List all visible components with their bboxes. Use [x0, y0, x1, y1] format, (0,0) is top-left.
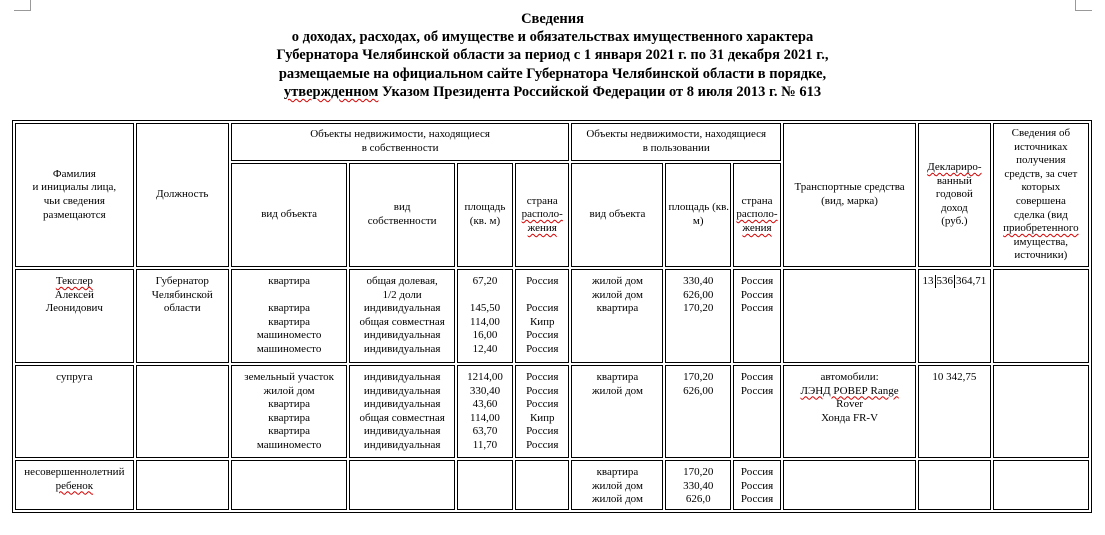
cell-name: супруга: [15, 365, 134, 458]
cell-owned-area: 1214,00 330,40 43,60 114,00 63,70 11,70: [457, 365, 513, 458]
header-owned-area: площадь (кв. м): [457, 163, 513, 267]
cell-owned-country: Россия Россия Россия Кипр Россия Россия: [515, 365, 569, 458]
header-used-country: страна располо- жения: [733, 163, 781, 267]
header-position: Должность: [136, 123, 229, 267]
header-used-type: вид объекта: [571, 163, 663, 267]
cell-owned-country: Россия Россия Кипр Россия Россия: [515, 269, 569, 363]
document-title: [0, 10, 1105, 101]
cell-income: 10 342,75: [918, 365, 991, 458]
cell-vehicles: автомобили: ЛЭНД РОВЕР Range Rover Хонда FR-V: [783, 365, 916, 458]
cell-name: Текслер Алексей Леонидович: [15, 269, 134, 363]
cell-used-area: 330,40 626,00 170,20: [665, 269, 730, 363]
cell-used-type: квартира жилой дом: [571, 365, 663, 458]
cell-owned-country: [515, 460, 569, 510]
cell-ownership-kind: [349, 460, 454, 510]
header-owned-group: Объекты недвижимости, находящиеся в собственности: [231, 123, 570, 161]
cell-position: Губернатор Челябинской области: [136, 269, 229, 363]
cell-owned-area: [457, 460, 513, 510]
title-line-5-rest: Указом Президента Российской Федерации от 8 июля 2013 г. № 613: [378, 83, 822, 100]
cell-income: 13 536 364,71: [918, 269, 991, 363]
cell-used-type: жилой дом жилой дом квартира: [571, 269, 663, 363]
header-owned-country: страна располо- жения: [515, 163, 569, 267]
cell-used-country: Россия Россия: [733, 365, 781, 458]
table-row: [15, 365, 1089, 458]
title-line-2: о доходах, расходах, об имуществе и обязательствах имущественного характера: [291, 29, 814, 46]
header-used-area: площадь (кв. м): [665, 163, 730, 267]
header-name: Фамилия и инициалы лица, чьи сведения размещаются: [15, 123, 134, 267]
header-income: Деклариро- ванный годовой доход (руб.): [918, 123, 991, 267]
header-vehicles: Транспортные средства (вид, марка): [783, 123, 916, 267]
cell-used-area: 170,20 330,40 626,0: [665, 460, 730, 510]
cell-used-type: квартира жилой дом жилой дом: [571, 460, 663, 510]
cell-sources: [993, 460, 1089, 510]
cell-used-country: Россия Россия Россия: [733, 269, 781, 363]
cell-used-area: 170,20 626,00: [665, 365, 730, 458]
cell-name: несовершеннолетний ребенок: [15, 460, 134, 510]
cell-vehicles: [783, 460, 916, 510]
cell-ownership-kind: индивидуальная индивидуальная индивидуальная общая совместная индивидуальная индивидуальная: [349, 365, 454, 458]
title-line-3: Губернатора Челябинской области за период с 1 января 2021 г. по 31 декабря 2021 г.,: [276, 47, 829, 64]
header-row-group: [15, 123, 1089, 161]
table-row: [15, 460, 1089, 510]
cell-owned-type: квартира квартира квартира машиноместо машиноместо: [231, 269, 348, 363]
cell-owned-area: 67,20 145,50 114,00 16,00 12,40: [457, 269, 513, 363]
cell-position: [136, 365, 229, 458]
table-row: [15, 269, 1089, 363]
cell-owned-type: земельный участок жилой дом квартира квартира квартира машиноместо: [231, 365, 348, 458]
header-used-group: Объекты недвижимости, находящиеся в пользовании: [571, 123, 781, 161]
title-word-approved: утвержденном: [283, 83, 379, 100]
title-line-5: [0, 83, 1105, 101]
header-sources: Сведения об источниках получения средств, за счет которых совершена сделка (вид приобретенного имущества, источники): [993, 123, 1089, 267]
header-ownership-kind: вид собственности: [349, 163, 454, 267]
income-declaration-table: [12, 120, 1092, 513]
cell-used-country: Россия Россия Россия: [733, 460, 781, 510]
header-owned-type: вид объекта: [231, 163, 348, 267]
cell-owned-type: [231, 460, 348, 510]
cell-sources: [993, 365, 1089, 458]
cell-position: [136, 460, 229, 510]
title-line-4: размещаемые на официальном сайте Губернатора Челябинской области в порядке,: [278, 65, 827, 82]
cell-income: [918, 460, 991, 510]
cell-vehicles: [783, 269, 916, 363]
cell-sources: [993, 269, 1089, 363]
title-line-1: Сведения: [521, 11, 584, 27]
cell-ownership-kind: общая долевая, 1/2 доли индивидуальная общая совместная индивидуальная индивидуальная: [349, 269, 454, 363]
